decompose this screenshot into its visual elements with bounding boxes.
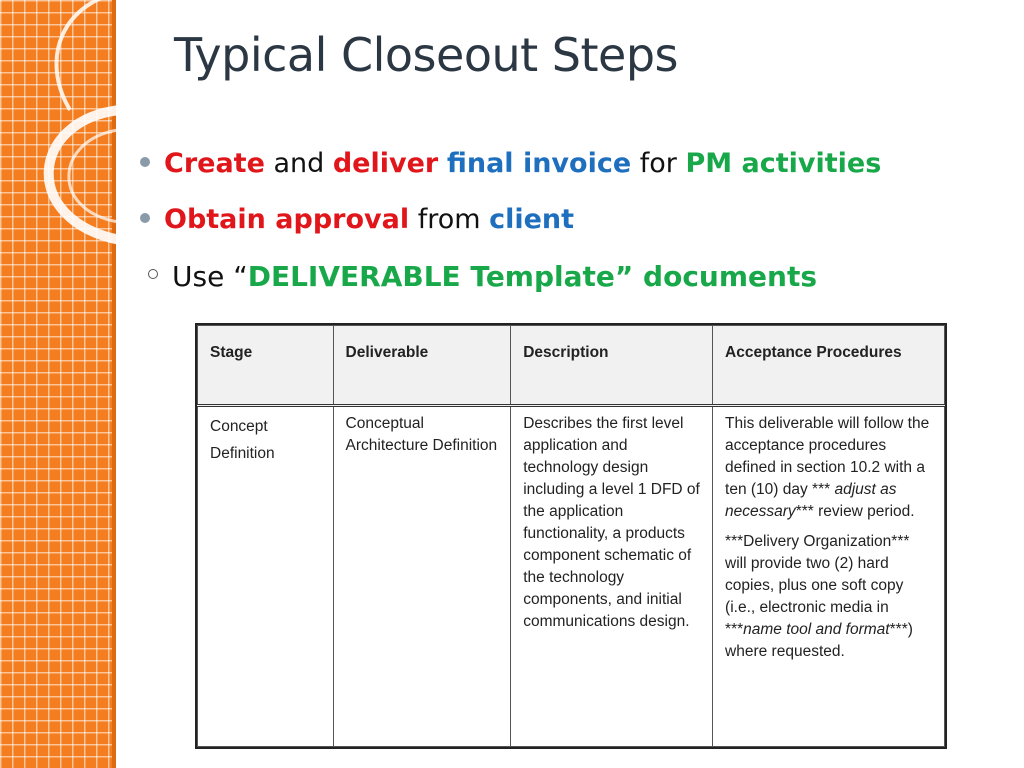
acceptance-paragraph-1 xyxy=(725,413,932,523)
deliverable-table xyxy=(195,323,947,749)
header-deliverable: Deliverable xyxy=(333,326,511,406)
sub-bullet-template xyxy=(148,260,817,293)
acceptance-italic-text: name tool and format xyxy=(743,621,890,638)
table-header-row xyxy=(198,326,945,406)
bullet-dot-icon xyxy=(140,157,150,167)
bullet-word: Use “ xyxy=(172,260,248,293)
bullet-word: Obtain approval xyxy=(164,204,410,235)
cell-acceptance xyxy=(713,406,945,747)
cell-description: Describes the first level application and technology design including a level 1 DFD of the application functionality, a products component schematic of the technology components, and initial communications design. xyxy=(511,406,713,747)
bullet-word: client xyxy=(489,204,575,235)
bullet-word: deliver xyxy=(332,148,439,179)
slide-title: Typical Closeout Steps xyxy=(174,28,678,82)
bullet-create-invoice xyxy=(140,148,881,179)
bullet-obtain-approval xyxy=(140,204,574,235)
bullet-word: Create xyxy=(164,148,265,179)
cell-stage: Concept Definition xyxy=(198,406,334,747)
sub-bullet-ring-icon xyxy=(148,269,158,279)
bullet-word: for xyxy=(631,148,686,179)
acceptance-text: ***Delivery Organization*** will provide two (2) hard copies, plus one soft copy (i.e., electronic media in *** xyxy=(725,533,910,638)
acceptance-text: *** review period. xyxy=(795,503,915,520)
header-acceptance-procedures: Acceptance Procedures xyxy=(713,326,945,406)
header-stage: Stage xyxy=(198,326,334,406)
acceptance-paragraph-2 xyxy=(725,531,932,663)
bullet-word: DELIVERABLE Template” documents xyxy=(247,260,818,293)
table-row xyxy=(198,406,945,747)
cell-deliverable: Conceptual Architecture Definition xyxy=(333,406,511,747)
bullet-word: PM activities xyxy=(685,148,882,179)
bullet-word: final invoice xyxy=(446,148,632,179)
bullet-word: and xyxy=(264,148,333,179)
bullet-dot-icon xyxy=(140,213,150,223)
bullet-word xyxy=(438,148,447,179)
acceptance-text: This deliverable will follow the acceptance procedures defined in section 10.2 with a ten (10) day *** xyxy=(725,415,930,498)
acceptance-text: ***) where requested. xyxy=(725,621,913,660)
bullet-word: from xyxy=(409,204,490,235)
header-description: Description xyxy=(511,326,713,406)
acceptance-italic-text: adjust as necessary xyxy=(725,481,897,520)
